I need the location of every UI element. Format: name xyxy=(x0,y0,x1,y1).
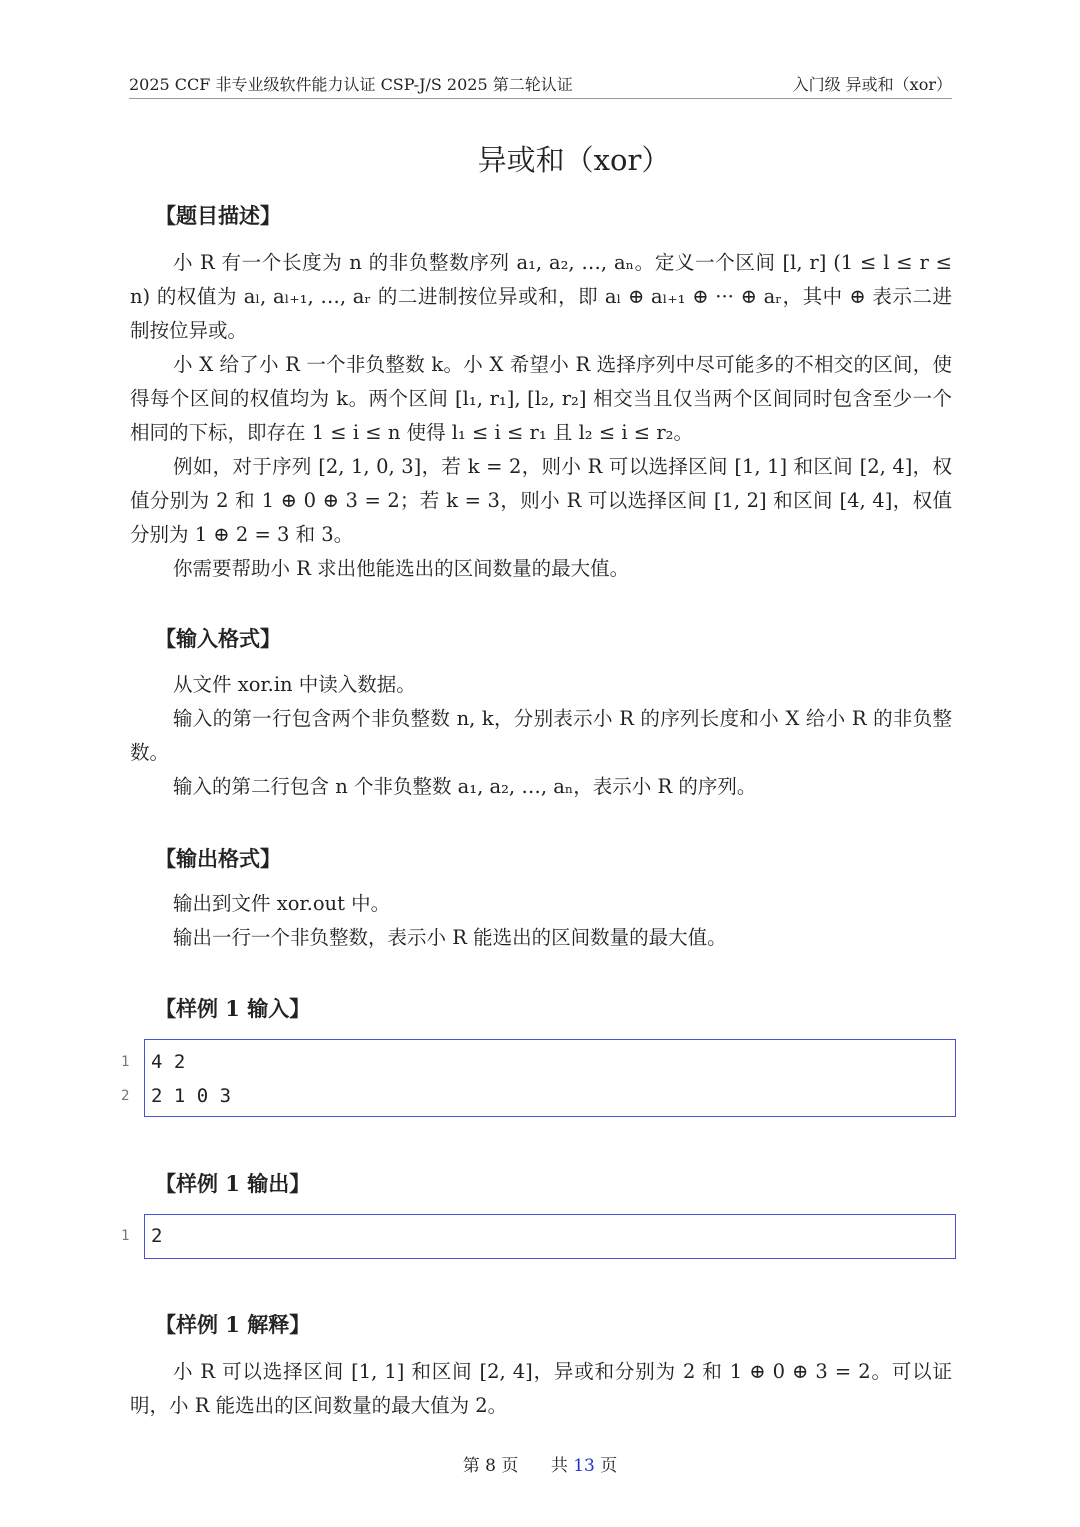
output-body xyxy=(130,887,952,955)
header-left: 2025 CCF 非专业级软件能力认证 CSP-J/S 2025 第二轮认证 xyxy=(129,75,573,94)
running-header xyxy=(129,72,952,99)
line-number: 1 xyxy=(121,1228,130,1244)
paragraph: 输出一行一个非负整数，表示小 R 能选出的区间数量的最大值。 xyxy=(173,926,727,949)
sample-input-heading: 【样例 1 输入】 xyxy=(155,996,311,1021)
footer-text: 页 xyxy=(600,1456,618,1476)
input-body xyxy=(130,668,952,804)
footer-text: 第 xyxy=(462,1456,480,1476)
explanation-body xyxy=(130,1355,952,1423)
page-footer xyxy=(0,1451,1080,1476)
explanation-heading: 【样例 1 解释】 xyxy=(155,1312,311,1337)
code-line xyxy=(121,1219,955,1253)
sample-input-code xyxy=(121,1039,956,1117)
sample-output-code xyxy=(121,1214,956,1259)
paragraph: 输出到文件 xor.out 中。 xyxy=(173,892,391,915)
paragraph: 例如，对于序列 [2, 1, 0, 3]，若 k = 2，则小 R 可以选择区间 [1, 1] 和区间 [2, 4]，权值分别为 2 和 1 ⊕ 0 ⊕ 3 = 2；若 k = 3，则小 R 可以选择区间 [1, 2] 和区间 [4, 4]，权值分别为 1 ⊕ 2 = 3 和 3。 xyxy=(130,455,952,546)
paragraph: 你需要帮助小 R 求出他能选出的区间数量的最大值。 xyxy=(173,557,630,580)
paragraph: 从文件 xor.in 中读入数据。 xyxy=(173,673,416,696)
page-number: 8 xyxy=(485,1456,496,1476)
total-pages-link[interactable]: 13 xyxy=(573,1456,595,1476)
paragraph: 小 X 给了小 R 一个非负整数 k。小 X 希望小 R 选择序列中尽可能多的不相交的区间，使得每个区间的权值均为 k。两个区间 [l₁, r₁], [l₂, r₂] 相交当且仅当两个区间同时包含至少一个相同的下标，即存在 1 ≤ i ≤ n 使得 l₁ ≤ i ≤ r₁ 且 l₂ ≤ i ≤ r₂。 xyxy=(130,353,952,444)
code-text: 4 2 xyxy=(151,1051,186,1073)
footer-text: 页 xyxy=(501,1456,519,1476)
line-number: 2 xyxy=(121,1088,130,1104)
description-body xyxy=(130,246,952,586)
sample-output-heading: 【样例 1 输出】 xyxy=(155,1171,311,1196)
paragraph: 小 R 有一个长度为 n 的非负整数序列 a₁, a₂, …, aₙ。定义一个区间 [l, r] (1 ≤ l ≤ r ≤ n) 的权值为 aₗ, aₗ₊₁, …, aᵣ 的二进制按位异或和，即 aₗ ⊕ aₗ₊₁ ⊕ ··· ⊕ aᵣ，其中 ⊕ 表示二进制按位异或。 xyxy=(130,251,952,342)
header-right: 入门级 异或和（xor） xyxy=(792,75,952,94)
paragraph: 小 R 可以选择区间 [1, 1] 和区间 [2, 4]，异或和分别为 2 和 1 ⊕ 0 ⊕ 3 = 2。可以证明，小 R 能选出的区间数量的最大值为 2。 xyxy=(130,1360,952,1417)
paragraph: 输入的第二行包含 n 个非负整数 a₁, a₂, …, aₙ，表示小 R 的序列。 xyxy=(173,775,757,798)
input-heading: 【输入格式】 xyxy=(155,626,281,651)
output-heading: 【输出格式】 xyxy=(155,846,281,871)
code-text: 2 1 0 3 xyxy=(151,1085,232,1107)
code-text: 2 xyxy=(151,1225,163,1247)
footer-text: 共 xyxy=(550,1456,568,1476)
description-heading: 【题目描述】 xyxy=(155,203,281,228)
paragraph: 输入的第一行包含两个非负整数 n, k，分别表示小 R 的序列长度和小 X 给小 R 的非负整数。 xyxy=(130,707,952,764)
code-line xyxy=(121,1045,955,1079)
code-line xyxy=(121,1079,955,1113)
page-title: 异或和（xor） xyxy=(477,143,671,177)
line-number: 1 xyxy=(121,1054,130,1070)
